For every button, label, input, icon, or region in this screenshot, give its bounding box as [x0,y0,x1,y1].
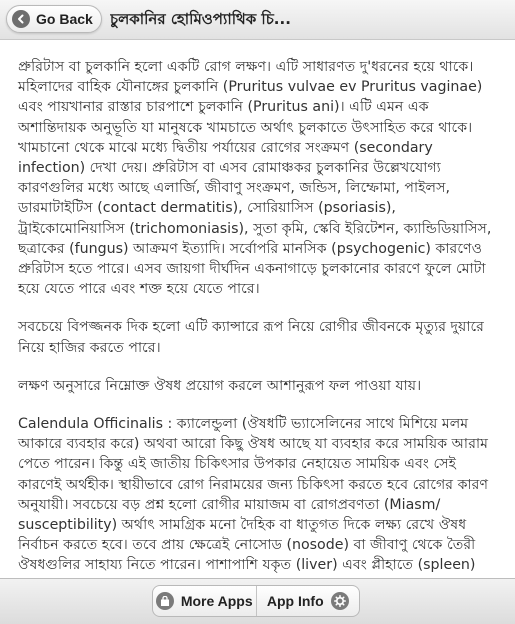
app-info-button[interactable] [256,586,360,616]
top-bar [0,0,515,40]
go-back-label: Go Back [36,11,93,27]
go-back-button[interactable] [6,5,102,33]
more-apps-button[interactable] [153,586,256,616]
shopping-bag-icon [156,592,174,610]
paragraph-3: লক্ষণ অনুসারে নিম্নোক্ত ঔষধ প্রয়োগ করলে আশানুরূপ ফল পাওয়া যায়। [18,377,422,394]
bottom-bar [0,578,515,624]
page-title: চুলকানির হোমিওপ্যাথিক চি... [110,10,291,28]
footer-button-group [152,585,360,617]
arrow-left-icon [12,10,30,28]
paragraph-1: প্রুরিটাস বা চুলকানি হলো একটি রোগ লক্ষণ। এটি সাধারণত দু'ধরনের হয়ে থাকে। মহিলাদের বাহিক যৌনাঙ্গের চুলকানি (Pruritus vulvae ev Pruritus vaginae) এবং পায়খানার রাস্তার চারপাশে চুলকানি (Pruritus ani)। এটি এমন এক অশান্তিদায়ক অনুভূতি যা মানুষকে খামচাতে অর্থাৎ চুলকাতে উৎসাহিত করে থাকে। খামচানো থেকে মাঝে মধ্যে দ্বিতীয় পর্যায়ের রোগের সংক্রমণ (secondary infection) দেখা দেয়। প্রুরিটাস বা এসব রোমাঞ্চকর চুলকানির উল্লেখযোগ্য কারণগুলির মধ্যে আছে এলার্জি, জীবাণু সংক্রমণ, জন্ডিস, লিম্ফোমা, পাইলস, ডারমাটাইটিস (contact dermatitis), সোরিয়াসিস (psoriasis), ট্রাইকোমোনিয়াসিস (trichomoniasis), সুতা কৃমি, স্কেবি ইরিটেশন, ক্যান্ডিডিয়াসিস, ছত্রাকের (fungus) আক্রমণ ইত্যাদি। সর্বোপরি মানসিক (psychogenic) কারণেও প্রুরিটাস হতে পারে। এসব জায়গা দীর্ঘদিন একনাগাড়ে চুলকানোর কারণে ফুলে মোটা হয়ে যেতে পারে এবং শক্ত হয়ে যেতে পারে। [18,59,492,298]
more-apps-label: More Apps [180,593,253,609]
paragraph-2: সবচেয়ে বিপজ্জনক দিক হলো এটি ক্যান্সারে রূপ নিয়ে রোগীর জীবনকে মৃত্যুর দুয়ারে নিয়ে হাজির করতে পারে। [18,319,484,356]
article-content[interactable] [0,41,515,578]
app-info-label: App Info [266,593,324,609]
paragraph-4: Calendula Officinalis : ক্যালেন্ডুলা (ঔষধটি ভ্যাসেলিনের সাথে মিশিয়ে মলম আকারে ব্যবহার করে) অথবা আরো কিছু ঔষধ আছে যা ব্যবহার করে সাময়িক আরাম পেতে পারেন। কিন্তু এই জাতীয় চিকিৎসার উপকার নেহায়েত সাময়িক এবং সেই কারণেই অর্থহীক। স্থায়ীভাবে রোগ নিরাময়ের জন্য চিকিৎসা করতে হবে রোগের কারণ অনুযায়ী। সবচেয়ে বড় প্রশ্ন হলো রোগীর মায়াজম বা রোগপ্রবণতা (Miasm/ susceptibility) অর্থাৎ সামগ্রিক মনো দৈহিক বা ধাতুগত দিকে লক্ষ্য রেখে ঔষধ নির্বাচন করতে হবে। তবে প্রায় ক্ষেত্রেই নোসোড (nosode) বা জীবাণু থেকে তৈরী ঔষধগুলির সাহায্য নিতে পারেন। পাশাপাশি যকৃত (liver) এবং প্লীহাতে (spleen) [18,416,489,574]
gear-icon [331,592,349,610]
